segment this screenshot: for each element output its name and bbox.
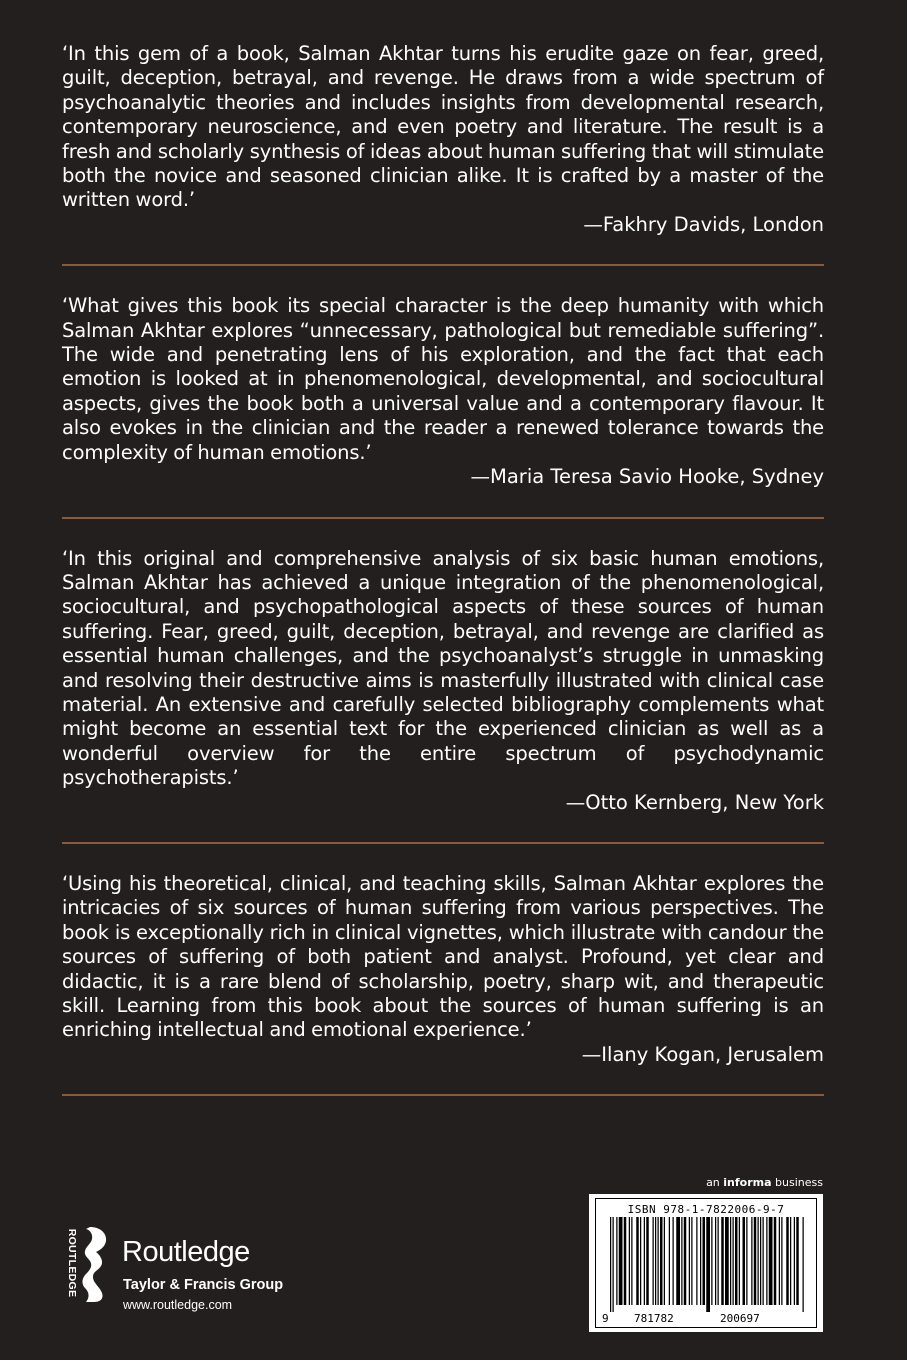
informa-brand: informa [723, 1176, 772, 1189]
barcode-digit-group1: 781782 [634, 1312, 674, 1325]
barcode-bars [610, 1217, 804, 1312]
testimonial-attribution: —Maria Teresa Savio Hooke, Sydney [470, 465, 824, 489]
publisher-group: Taylor & Francis Group [123, 1277, 284, 1293]
routledge-vertical-text: ROUTLEDGE [66, 1228, 78, 1298]
divider [62, 517, 824, 519]
barcode [589, 1194, 823, 1332]
informa-suffix: business [775, 1176, 823, 1189]
publisher-name: Routledge [122, 1236, 250, 1268]
barcode-digit-first: 9 [602, 1312, 609, 1325]
testimonial-quote: ‘In this gem of a book, Salman Akhtar turns his erudite gaze on fear, greed, guilt, deception, betrayal, and revenge. He draws from a wide spectrum of psychoanalytic theories and includes insights from developmental research, contemporary neuroscience, and even poetry and literature. The result is a fresh and scholarly synthesis of ideas about human suffering that will stimulate both the novice and seasoned clinician alike. It is crafted by a master of the written word.’ [62, 42, 824, 212]
barcode-digit-group2: 200697 [720, 1312, 760, 1325]
isbn-label: ISBN 978-1-7822006-9-7 [627, 1203, 785, 1216]
testimonial [62, 547, 824, 815]
barcode-frame [595, 1198, 817, 1328]
testimonial-quote: ‘What gives this book its special character is the deep humanity with which Salman Akhtar explores “unnecessary, pathological but remediable suffering”. The wide and penetrating lens of his exploration, and the fact that each emotion is looked at in phenomenological, developmental, and sociocultural aspects, gives the book both a universal value and a contemporary flavour. It also evokes in the clinician and the reader a renewed tolerance towards the complexity of human emotions.’ [62, 294, 824, 464]
testimonials [62, 42, 824, 1124]
testimonial-attribution: —Ilany Kogan, Jerusalem [581, 1042, 824, 1066]
routledge-logo-icon [60, 1225, 112, 1303]
divider [62, 1094, 824, 1096]
testimonial [62, 872, 824, 1067]
testimonial-quote: ‘Using his theoretical, clinical, and teaching skills, Salman Akhtar explores the intricacies of six sources of human suffering from various perspectives. The book is exceptionally rich in clinical vignettes, which illustrate with candour the sources of suffering of both patient and analyst. Profound, yet clear and didactic, it is a rare blend of scholarship, poetry, sharp wit, and therapeutic skill. Learning from this book about the sources of human suffering is an enriching intellectual and emotional experience.’ [62, 871, 824, 1042]
testimonial [62, 42, 824, 237]
testimonial [62, 294, 824, 489]
divider [62, 264, 824, 266]
informa-tagline [706, 1176, 823, 1189]
informa-prefix: an [706, 1176, 720, 1189]
publisher-url[interactable]: www.routledge.com [123, 1298, 233, 1312]
testimonial-attribution: —Fakhry Davids, London [583, 212, 824, 236]
testimonial-attribution: —Otto Kernberg, New York [565, 790, 824, 814]
testimonial-quote: ‘In this original and comprehensive analysis of six basic human emotions, Salman Akhtar has achieved a unique integration of the phenomenological, sociocultural, and psychopathological aspects of these sources of human suffering. Fear, greed, guilt, deception, betrayal, and revenge are clarified as essential human challenges, and the psychoanalyst’s struggle in unmasking and resolving their destructive aims is masterfully illustrated with clinical case material. An extensive and carefully selected bibliography complements what might become an essential text for the experienced clinician as well as a wonderful overview for the entire spectrum of psychodynamic psychotherapists.’ [62, 546, 824, 790]
divider [62, 842, 824, 844]
